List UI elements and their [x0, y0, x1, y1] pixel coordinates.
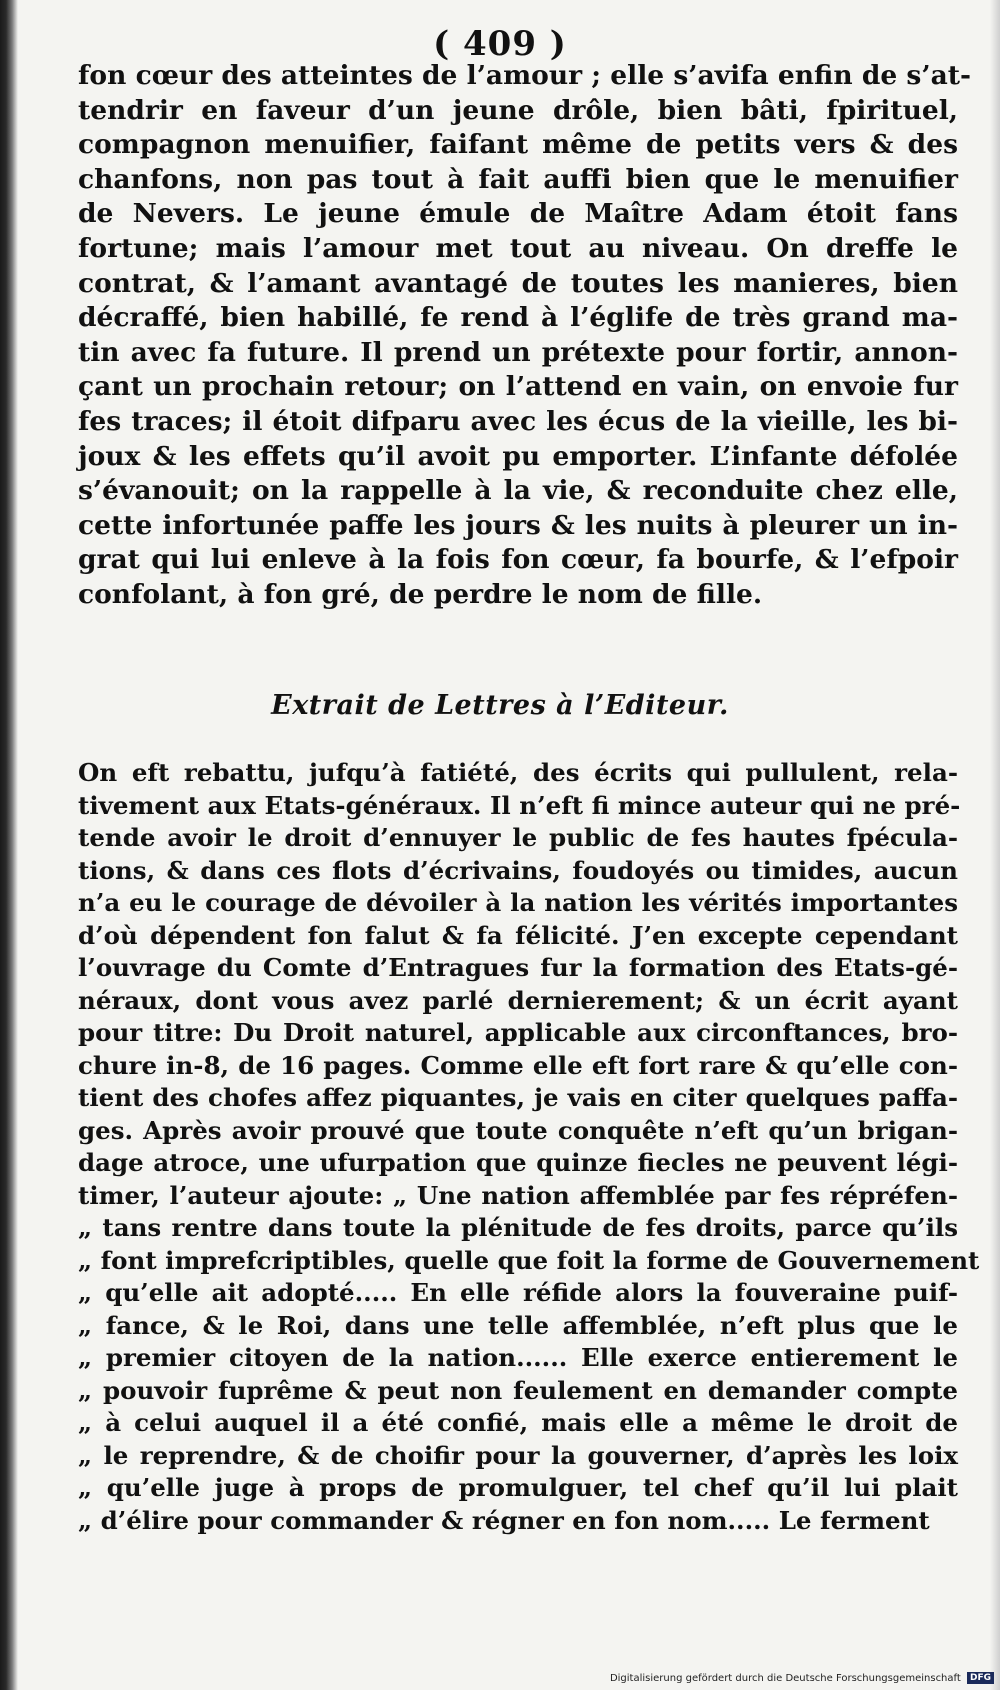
text-line: confolant, à fon gré, de perdre le nom de fille. — [78, 578, 763, 610]
text-line: „ qu’elle ait adopté..... En elle réfide alors la fouveraine puif- — [78, 1278, 958, 1307]
text-line: „ qu’elle juge à props de promulguer, tel chef qu’il lui plait — [78, 1473, 958, 1502]
page-binding-shadow — [0, 0, 18, 1690]
text-line: fortune; mais l’amour met tout au niveau. On dreffe le — [78, 232, 958, 264]
text-line: compagnon menuifier, faifant même de petits vers & des — [78, 129, 958, 161]
text-line: contrat, & l’amant avantagé de toutes les manieres, bien — [78, 267, 958, 299]
text-line: tivement aux Etats-généraux. Il n’eft fi mince auteur qui ne pré- — [78, 790, 961, 820]
text-line: chure in-8, de 16 pages. Comme elle eft fort rare & qu’elle con- — [78, 1050, 958, 1080]
text-line: tende avoir le droit d’ennuyer le public de fes hautes fpécula- — [78, 823, 958, 852]
text-line: „ tans rentre dans toute la plénitude de fes droits, parce qu’ils — [78, 1213, 958, 1242]
text-line: d’où dépendent fon falut & fa félicité. J’en excepte cependant — [78, 920, 958, 950]
text-line: cette infortunée paffe les jours & les nuits à pleurer un in- — [78, 509, 958, 541]
text-line: décraffé, bien habillé, fe rend à l’églife de très grand ma- — [78, 302, 958, 334]
text-line: s’évanouit; on la rappelle à la vie, & reconduite chez elle, — [78, 475, 958, 507]
text-line: „ premier citoyen de la nation...... Elle exerce entierement le — [78, 1343, 958, 1372]
text-line: fes traces; il étoit difparu avec les écus de la vieille, les bi- — [78, 405, 958, 437]
paragraph-story — [78, 59, 971, 613]
text-line: timer, l’auteur ajoute: „ Une nation affemblée par fes répréfen- — [78, 1180, 958, 1210]
text-line: joux & les effets qu’il avoit pu emporter. L’infante défolée — [78, 440, 958, 472]
text-line: néraux, dont vous avez parlé dernierement; & un écrit ayant — [78, 985, 958, 1015]
text-line: de Nevers. Le jeune émule de Maître Adam étoit fans — [78, 198, 958, 230]
text-line: tendrir en faveur d’un jeune drôle, bien bâti, fpirituel, — [78, 94, 958, 126]
digitization-footer — [610, 1672, 994, 1684]
text-line: grat qui lui enleve à la fois fon cœur, fa bourfe, & l’efpoir — [78, 544, 958, 576]
page-number: ( 409 ) — [433, 24, 567, 64]
text-line: çant un prochain retour; on l’attend en vain, on envoie fur — [78, 371, 958, 403]
text-line: tin avec fa future. Il prend un prétexte pour fortir, annon- — [78, 336, 958, 368]
text-line: l’ouvrage du Comte d’Entragues fur la formation des Etats-gé- — [78, 953, 958, 982]
text-line: „ font imprefcriptibles, quelle que foit la forme de Gouvernement — [78, 1245, 980, 1275]
section-heading: Extrait de Lettres à l’Editeur. — [271, 690, 729, 721]
text-line: n’a eu le courage de dévoiler à la nation les vérités importantes — [78, 888, 958, 917]
text-line: ges. Après avoir prouvé que toute conquête n’eft qu’un brigan- — [78, 1115, 958, 1145]
footer-text: Digitalisierung gefördert durch die Deutsche Forschungsgemeinschaft — [609, 1673, 961, 1684]
text-line: fon cœur des atteintes de l’amour ; elle s’avifa enfin de s’at- — [78, 60, 971, 91]
dfg-logo: DFG — [967, 1672, 994, 1684]
text-line: dage atroce, une ufurpation que quinze fiecles ne peuvent légi- — [78, 1148, 958, 1177]
paragraph-letter — [78, 757, 980, 1537]
text-line: pour titre: Du Droit naturel, applicable aux circonftances, bro- — [78, 1018, 958, 1047]
text-line: tient des chofes affez piquantes, je vais en citer quelques paffa- — [78, 1083, 958, 1112]
text-line: chanfons, non pas tout à fait auffi bien que le menuifier — [78, 163, 958, 195]
text-line: „ d’élire pour commander & régner en fon nom..... Le ferment — [78, 1505, 930, 1535]
text-line: „ fance, & le Roi, dans une telle affemblée, n’eft plus que le — [78, 1310, 958, 1340]
text-line: „ pouvoir fuprême & peut non feulement en demander compte — [78, 1375, 958, 1405]
text-line: „ le reprendre, & de choifir pour la gouverner, d’après les loix — [78, 1440, 958, 1470]
text-line: „ à celui auquel il a été confié, mais elle a même le droit de — [78, 1408, 958, 1437]
page-edge — [990, 0, 1000, 1690]
text-line: On eft rebattu, jufqu’à fatiété, des écrits qui pullulent, rela- — [78, 758, 958, 787]
text-line: tions, & dans ces flots d’écrivains, foudoyés ou timides, aucun — [78, 855, 958, 885]
